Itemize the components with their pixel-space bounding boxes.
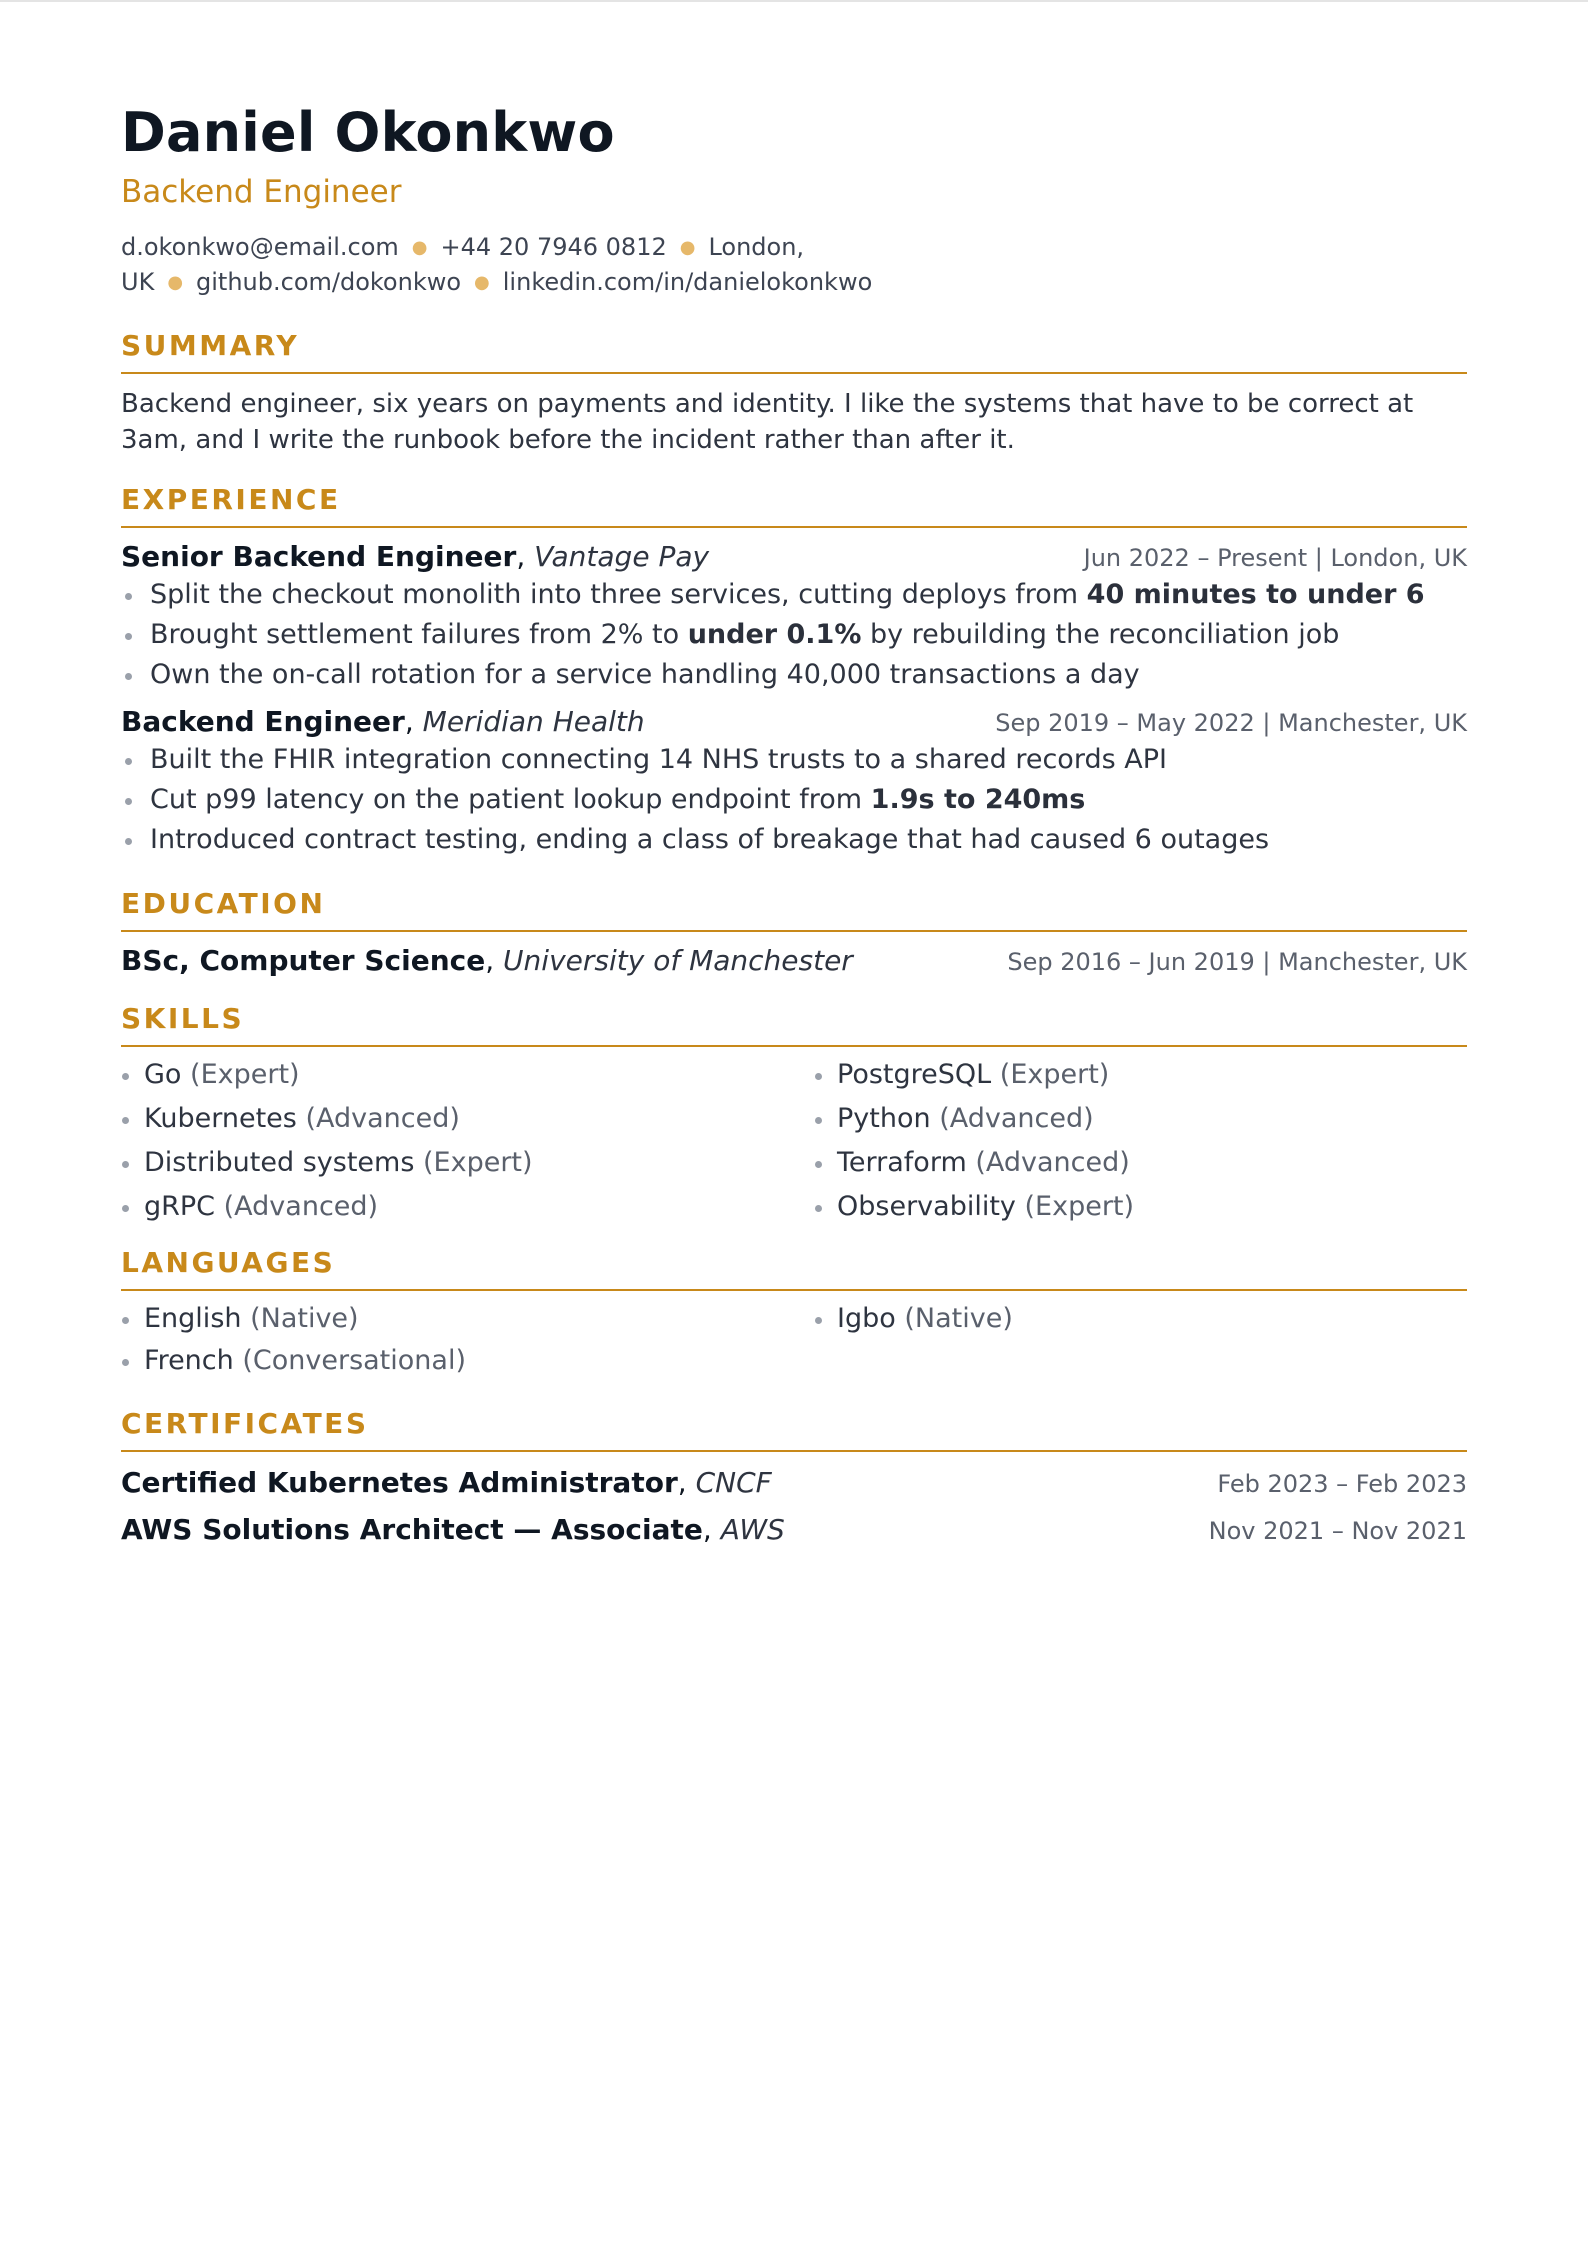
skill-level: (Advanced) <box>939 1103 1094 1134</box>
skill-level: (Advanced) <box>975 1147 1130 1178</box>
skill-name: PostgreSQL <box>837 1059 992 1090</box>
job-header <box>121 705 1467 738</box>
education-school: University of Manchester <box>503 944 853 977</box>
job-dates: Jun 2022 – Present | London, UK <box>1083 544 1467 572</box>
contact-linkedin[interactable]: linkedin.com/in/danielokonkwo <box>502 268 873 296</box>
language-item <box>814 1298 1467 1340</box>
skill-level: (Expert) <box>999 1059 1110 1090</box>
skill-item <box>121 1185 814 1229</box>
bullet-highlight: under 0.1% <box>687 619 862 650</box>
bullet-highlight: 40 minutes to under 6 <box>1086 579 1425 610</box>
list-item <box>121 615 1467 655</box>
skill-item <box>814 1053 1467 1097</box>
language-name: French <box>144 1345 234 1376</box>
certificates-section <box>121 1404 1467 1546</box>
language-level: (Native) <box>250 1303 359 1334</box>
skill-item <box>121 1141 814 1185</box>
resume-header <box>121 98 1467 300</box>
certificate-title-line: AWS Solutions Architect — Associate, AWS <box>121 1513 785 1546</box>
job-company: Meridian Health <box>422 705 645 738</box>
bullet-text: Built the FHIR integration connecting 14 NHS trusts to a shared records API <box>150 744 1167 775</box>
languages-grid <box>121 1298 1467 1382</box>
contact-location-country: UK <box>121 268 155 296</box>
bullet-text: Brought settlement failures from 2% to <box>150 619 688 650</box>
education-entry <box>121 944 1467 977</box>
language-level: (Native) <box>904 1303 1013 1334</box>
language-item <box>121 1340 814 1382</box>
education-section <box>121 884 1467 977</box>
skill-item <box>814 1141 1467 1185</box>
skill-name: Observability <box>837 1191 1016 1222</box>
section-title-experience: EXPERIENCE <box>121 480 1467 528</box>
section-title-education: EDUCATION <box>121 884 1467 932</box>
certificate-name: AWS Solutions Architect — Associate <box>121 1513 703 1546</box>
top-border <box>0 0 1588 2</box>
section-title-skills: SKILLS <box>121 999 1467 1047</box>
certificate-dates: Feb 2023 – Feb 2023 <box>1217 1470 1467 1498</box>
job-role: Backend Engineer <box>121 705 405 738</box>
section-title-summary: SUMMARY <box>121 326 1467 374</box>
candidate-headline: Backend Engineer <box>121 174 402 210</box>
skills-section <box>121 999 1467 1229</box>
skill-level: (Advanced) <box>223 1191 379 1222</box>
list-item <box>121 820 1467 860</box>
bullet-highlight: 1.9s to 240ms <box>870 784 1086 815</box>
contact-github[interactable]: github.com/dokonkwo <box>196 268 462 296</box>
section-title-certificates: CERTIFICATES <box>121 1404 1467 1452</box>
certificate-dates: Nov 2021 – Nov 2021 <box>1208 1517 1467 1545</box>
job-dates: Sep 2019 – May 2022 | Manchester, UK <box>995 709 1467 737</box>
job-bullets <box>121 740 1467 860</box>
certificate-issuer: AWS <box>720 1513 785 1546</box>
list-item <box>121 575 1467 615</box>
language-item <box>121 1298 814 1340</box>
contact-location-city: London, <box>708 233 805 261</box>
list-item <box>121 740 1467 780</box>
job-entry <box>121 540 1467 695</box>
skill-item <box>814 1097 1467 1141</box>
job-title-line: Senior Backend Engineer, Vantage Pay <box>121 540 710 573</box>
job-header <box>121 540 1467 573</box>
education-degree: BSc, Computer Science <box>121 944 486 977</box>
job-role: Senior Backend Engineer <box>121 540 517 573</box>
bullet-text: Cut p99 latency on the patient lookup endpoint from <box>150 784 871 815</box>
summary-text: Backend engineer, six years on payments and identity. I like the systems that have to be correct at 3am, and I write the runbook before the incident rather than after it. <box>121 389 1414 455</box>
contact-phone[interactable]: +44 20 7946 0812 <box>440 233 667 261</box>
education-dates: Sep 2016 – Jun 2019 | Manchester, UK <box>1007 948 1467 976</box>
certificate-title-line: Certified Kubernetes Administrator, CNCF <box>121 1466 772 1499</box>
language-name: English <box>144 1303 242 1334</box>
skill-name: Terraform <box>837 1147 967 1178</box>
skill-item <box>121 1097 814 1141</box>
list-item <box>121 780 1467 820</box>
bullet-text: Split the checkout monolith into three services, cutting deploys from <box>150 579 1087 610</box>
summary-section <box>121 326 1467 458</box>
separator-dot-icon: ● <box>411 237 428 258</box>
skill-name: Go <box>144 1059 182 1090</box>
skill-level: (Expert) <box>190 1059 300 1090</box>
separator-dot-icon: ● <box>167 272 184 293</box>
job-title-line: Backend Engineer, Meridian Health <box>121 705 645 738</box>
certificate-issuer: CNCF <box>695 1466 772 1499</box>
skill-level: (Advanced) <box>305 1103 460 1134</box>
skill-name: Kubernetes <box>144 1103 297 1134</box>
languages-section <box>121 1243 1467 1382</box>
skill-item <box>814 1185 1467 1229</box>
job-bullets <box>121 575 1467 695</box>
experience-section <box>121 480 1467 860</box>
certificate-entry <box>121 1513 1467 1546</box>
skill-item <box>121 1053 814 1097</box>
language-name: Igbo <box>837 1303 896 1334</box>
section-title-languages: LANGUAGES <box>121 1243 1467 1291</box>
skills-grid <box>121 1053 1467 1229</box>
skill-name: gRPC <box>144 1191 216 1222</box>
separator-dot-icon: ● <box>679 237 696 258</box>
bullet-text: Introduced contract testing, ending a class of breakage that had caused 6 outages <box>150 824 1270 855</box>
language-level: (Conversational) <box>242 1345 466 1376</box>
skill-level: (Expert) <box>423 1147 533 1178</box>
skill-name: Distributed systems <box>144 1147 415 1178</box>
candidate-name: Daniel Okonkwo <box>121 101 615 164</box>
separator-dot-icon: ● <box>474 272 490 293</box>
skill-level: (Expert) <box>1024 1191 1135 1222</box>
resume-page <box>121 98 1467 1546</box>
skill-name: Python <box>837 1103 931 1134</box>
certificate-name: Certified Kubernetes Administrator <box>121 1466 678 1499</box>
list-item <box>121 655 1467 695</box>
bullet-text: Own the on-call rotation for a service handling 40,000 transactions a day <box>150 659 1140 690</box>
education-title-line: BSc, Computer Science, University of Manchester <box>121 944 853 977</box>
job-company: Vantage Pay <box>534 540 710 573</box>
certificate-entry <box>121 1466 1467 1499</box>
job-entry <box>121 705 1467 860</box>
bullet-text: by rebuilding the reconciliation job <box>861 619 1340 650</box>
contact-email[interactable]: d.okonkwo@email.com <box>121 233 399 261</box>
contact-info <box>121 230 881 300</box>
